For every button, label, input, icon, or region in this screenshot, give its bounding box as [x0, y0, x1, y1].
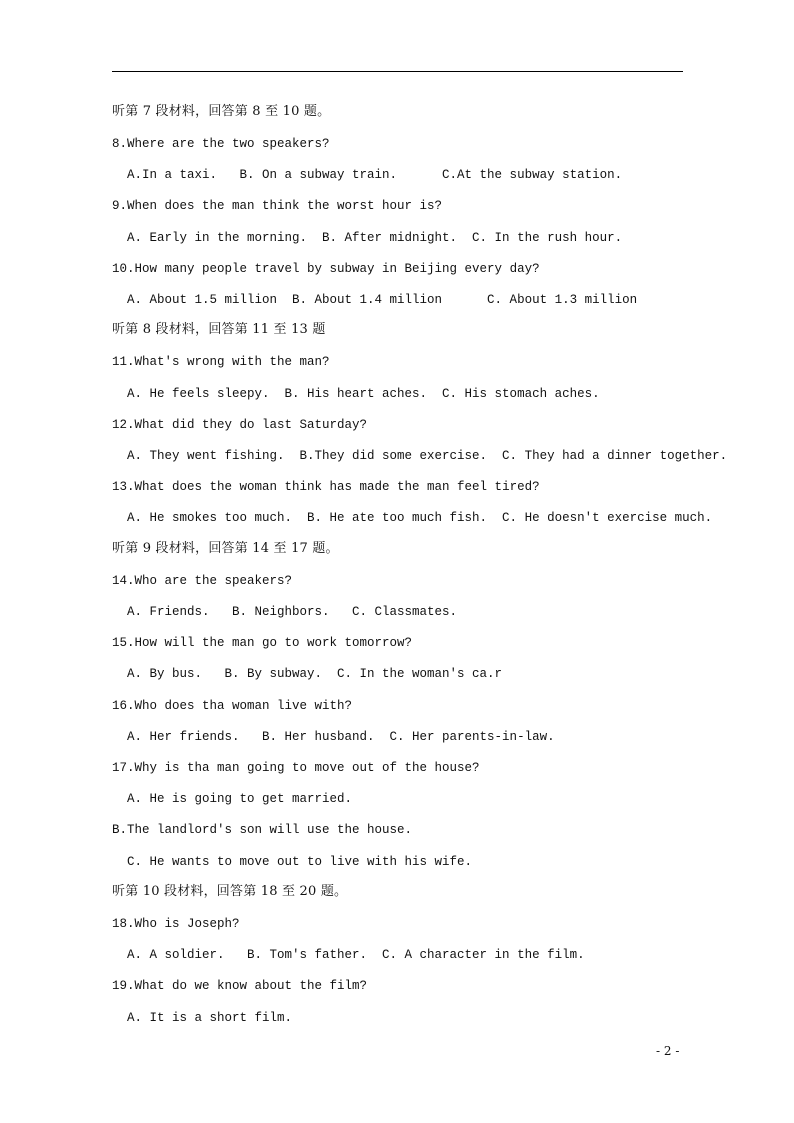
options-15: A. By bus. B. By subway. C. In the woman's ca.r — [127, 667, 503, 681]
question-11: 11.What's wrong with the man? — [112, 355, 330, 369]
option-17c: C. He wants to move out to live with his wife. — [127, 855, 473, 869]
question-13: 13.What does the woman think has made the man feel tired? — [112, 480, 540, 494]
question-8: 8.Where are the two speakers? — [112, 137, 330, 151]
page-number: - 2 - — [656, 1044, 680, 1058]
options-12: A. They went fishing. B.They did some exercise. C. They had a dinner together. — [127, 449, 728, 463]
section-heading-8: 听第 8 段材料，回答第 11 至 13 题 — [112, 322, 326, 337]
question-12: 12.What did they do last Saturday? — [112, 418, 368, 432]
question-15: 15.How will the man go to work tomorrow? — [112, 636, 413, 650]
question-16: 16.Who does tha woman live with? — [112, 699, 353, 713]
options-11: A. He feels sleepy. B. His heart aches. C. His stomach aches. — [127, 387, 600, 401]
section-heading-10: 听第 10 段材料，回答第 18 至 20 题。 — [112, 884, 348, 899]
header-rule — [112, 71, 683, 72]
options-13: A. He smokes too much. B. He ate too much fish. C. He doesn't exercise much. — [127, 511, 713, 525]
option-17b: B.The landlord's son will use the house. — [112, 823, 413, 837]
options-10: A. About 1.5 million B. About 1.4 million C. About 1.3 million — [127, 293, 638, 307]
section-heading-7: 听第 7 段材料，回答第 8 至 10 题。 — [112, 104, 331, 119]
options-8: A.In a taxi. B. On a subway train. C.At the subway station. — [127, 168, 623, 182]
options-18: A. A soldier. B. Tom's father. C. A character in the film. — [127, 948, 585, 962]
option-19a: A. It is a short film. — [127, 1011, 293, 1025]
section-heading-9: 听第 9 段材料，回答第 14 至 17 题。 — [112, 541, 339, 556]
question-18: 18.Who is Joseph? — [112, 917, 240, 931]
question-19: 19.What do we know about the film? — [112, 979, 368, 993]
question-10: 10.How many people travel by subway in Beijing every day? — [112, 262, 540, 276]
option-17a: A. He is going to get married. — [127, 792, 353, 806]
question-9: 9.When does the man think the worst hour is? — [112, 199, 443, 213]
options-16: A. Her friends. B. Her husband. C. Her parents-in-law. — [127, 730, 555, 744]
options-14: A. Friends. B. Neighbors. C. Classmates. — [127, 605, 458, 619]
options-9: A. Early in the morning. B. After midnight. C. In the rush hour. — [127, 231, 623, 245]
question-14: 14.Who are the speakers? — [112, 574, 293, 588]
question-17: 17.Why is tha man going to move out of the house? — [112, 761, 480, 775]
